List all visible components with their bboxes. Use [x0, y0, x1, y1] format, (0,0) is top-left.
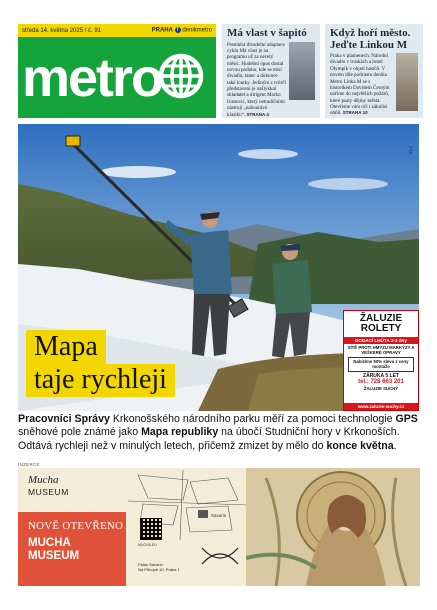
- museum-name-1: MUCHA: [28, 537, 71, 549]
- ad-label: INZERCE: [18, 462, 40, 467]
- address-line-2: Na Příkopě 10, Praha 1: [138, 567, 180, 573]
- ad-mucha-museum[interactable]: [18, 468, 420, 586]
- teaser-linka-m[interactable]: [325, 24, 423, 118]
- new-open-label: NOVĚ OTEVŘENO: [28, 520, 124, 532]
- museum-name-2: MUSEUM: [28, 550, 80, 563]
- ad-phone[interactable]: tel.: 728 663 201: [358, 378, 404, 385]
- city-label: PRAHA: [151, 27, 173, 34]
- ad-discount: Nabízíme 50% slevu z ceny montáže: [348, 357, 414, 371]
- city-social: [152, 27, 212, 34]
- photo-credit: FTK: [408, 146, 413, 155]
- teaser-text: [227, 42, 286, 118]
- masthead: [18, 24, 216, 118]
- qr-code-icon[interactable]: [140, 518, 162, 540]
- teaser-title: Má vlast v šapitó: [227, 27, 307, 39]
- logo-word: metro: [22, 47, 163, 108]
- headline-text-1: Mapa: [34, 331, 98, 362]
- lead-bold-1: Pracovníci Správy: [18, 413, 110, 425]
- lead-text-8: .: [393, 439, 397, 452]
- ornament-icon: [200, 544, 240, 568]
- headline-line-1: [26, 330, 106, 364]
- teaser-text: [330, 53, 393, 117]
- headline-line-2: [26, 364, 175, 397]
- lead-bold-7: konce května: [326, 439, 394, 452]
- lead-text-6: na úbočí Studniční hory v Krkonoších. Odtává rychleji než v minulých letech, přičemž zmizet by mělo do: [18, 426, 400, 452]
- headline-text-2: taje rychleji: [34, 364, 167, 395]
- social-handle: denikmetro: [182, 27, 212, 34]
- globe-icon: [158, 53, 204, 99]
- ad-zaluzie[interactable]: [343, 310, 419, 411]
- teaser-title: Když hoří město. Jeďte Linkou M: [330, 27, 411, 51]
- ad-service: SÍTĚ PROTI HMYZU MARKÝZY A VEŠKERÉ OPRAVY: [347, 345, 415, 356]
- mucha-logo-museum: MUSEUM: [28, 487, 69, 497]
- teaser-body: Premiéra divadelní adaptace cyklu Má vlast je na programu už za necelý měsíc. Hudební opus dostal novou podobu, kde se mísí divadlo, tanec a dokonce také loutky. Jediným z tvůrčí představení je našlykkal skladatel a dirigent Marko Ivanović, který netradičními nástroji „nabourává klasiku“.: [227, 41, 286, 118]
- map-label: Savarin: [211, 513, 227, 518]
- teaser-page: STRANA 4: [246, 111, 269, 117]
- ad-title-1: ŽALUZIE: [359, 313, 403, 324]
- metro-logo[interactable]: [18, 37, 216, 118]
- masthead-info-bar: [18, 24, 216, 37]
- lead-bold-3: GPS: [395, 413, 418, 425]
- mucha-logo-script: Mucha: [28, 474, 59, 486]
- lead-text-4: sněhové pole známé jako: [18, 426, 142, 439]
- lead-bold-5: Mapa republiky: [141, 426, 219, 439]
- museum-address: [138, 562, 180, 572]
- teaser-thumbnail: [289, 42, 315, 100]
- ad-title-2: ROLETY: [360, 323, 402, 334]
- lead-paragraph: [18, 413, 420, 453]
- facebook-icon: f: [175, 27, 181, 33]
- ad-web-link[interactable]: www.zaluzie-suchy.cz: [344, 403, 418, 410]
- issue-date: středa 14. května 2025 / č. 91: [22, 27, 102, 34]
- teaser-thumbnail: [396, 53, 418, 111]
- ad-warranty: ZÁRUKA 5 LET: [363, 372, 399, 379]
- ad-delivery: DODACÍ LHŮTA 2-3 dny: [344, 337, 418, 344]
- lead-text-2: Krkonošského národního parku měří za pomoci technologie: [109, 413, 396, 425]
- ad-brand: ŽALUZIE SUCHÝ: [363, 385, 399, 391]
- teaser-page: STRANA 10: [342, 110, 368, 116]
- teaser-body: Praha v plamenech. Národní divadlo v troskách a hotel Olympik v objetí hasičů. V novém díle podcastu deníku Metro Linka M se s historikem Davidem Černým noříme do největších požárů, které psaly dějiny města. Otevřeme vám oči i zákulisí ohňů.: [330, 53, 390, 117]
- teaser-ma-vlast[interactable]: [222, 24, 320, 118]
- address-line-1: Palác Savarin: [138, 562, 163, 567]
- art-nouveau-painting: [246, 468, 420, 586]
- mucha-red-panel: [18, 512, 126, 586]
- qr-label: MUCHA.EU: [138, 543, 157, 547]
